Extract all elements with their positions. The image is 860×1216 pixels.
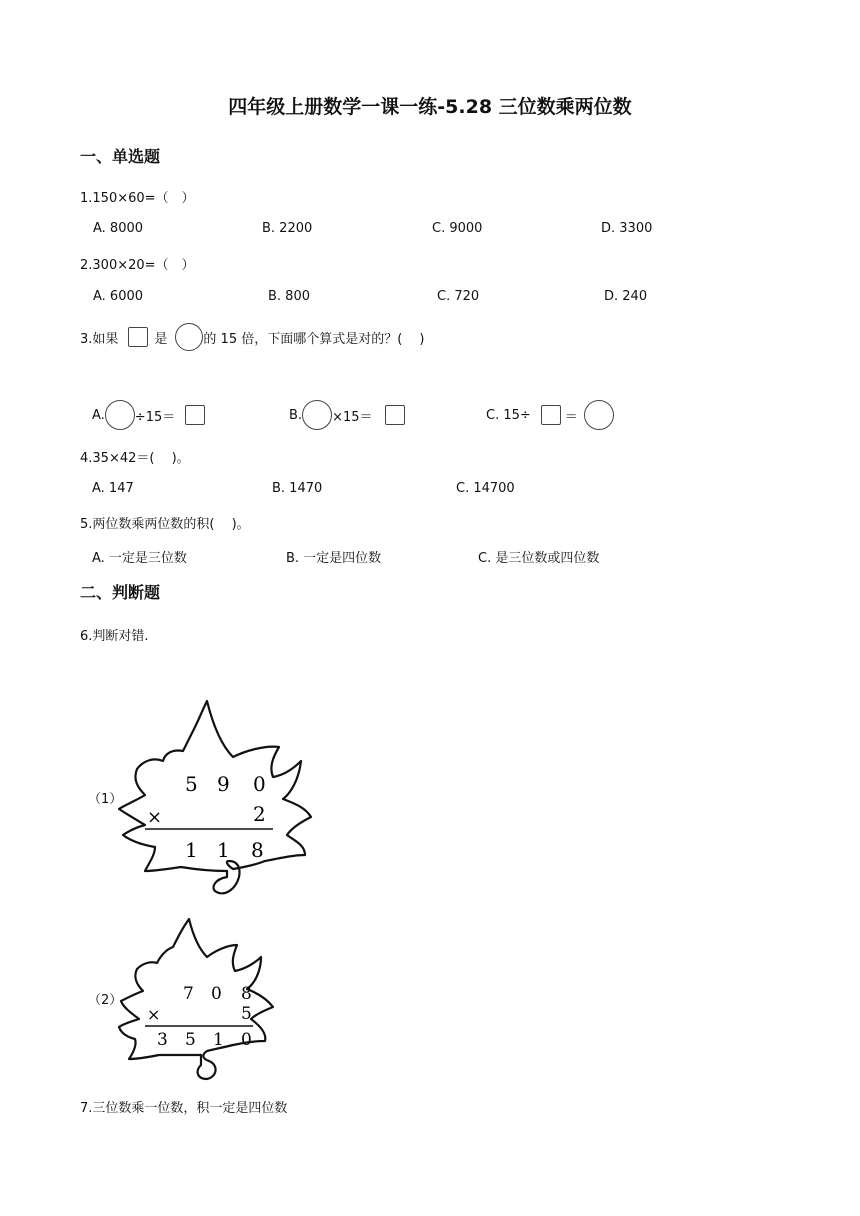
question-2-option-d[interactable]: D. 240 <box>604 289 648 304</box>
question-4-option-b[interactable]: B. 1470 <box>272 481 323 496</box>
leaf-2-product-digit-4: 0 <box>241 1030 252 1050</box>
question-2-option-b[interactable]: B. 800 <box>268 289 310 304</box>
question-3-option-c[interactable] <box>486 400 614 430</box>
question-1-option-d[interactable]: D. 3300 <box>601 221 653 236</box>
leaf-1-multiplicand-digit-3: 0 <box>253 772 266 796</box>
leaf-1-product-digit-3: 8 <box>251 838 264 862</box>
section-heading-single-choice: 一、单选题 <box>80 147 161 166</box>
question-4-option-a[interactable]: A. 147 <box>92 481 134 496</box>
leaf-2-multiplicand-digit-1: 7 <box>183 984 194 1004</box>
circle-icon <box>175 323 203 351</box>
option-b-label: B. <box>289 407 303 423</box>
question-4-option-c[interactable]: C. 14700 <box>456 481 515 496</box>
square-icon <box>541 405 561 425</box>
question-5-option-c[interactable]: C. 是三位数或四位数 <box>478 551 600 566</box>
page-title: 四年级上册数学一课一练-5.28 三位数乘两位数 <box>228 96 632 118</box>
question-1-option-b[interactable]: B. 2200 <box>262 221 313 236</box>
leaf-1-multiplier-digit: 2 <box>253 802 266 826</box>
question-5-option-a[interactable]: A. 一定是三位数 <box>92 551 187 566</box>
leaf-outline <box>119 701 311 893</box>
option-c-equals: ＝ <box>564 409 578 425</box>
circle-icon <box>302 400 332 430</box>
question-3-stem-prefix: 3.如果 <box>80 331 119 347</box>
question-2-option-a[interactable]: A. 6000 <box>93 289 144 304</box>
question-1-option-c[interactable]: C. 9000 <box>432 221 483 236</box>
question-2-stem: 2.300×20=（ ） <box>80 258 195 273</box>
question-3-stem-mid: 是 <box>154 331 168 347</box>
question-7-stem: 7.三位数乘一位数，积一定是四位数 <box>80 1101 288 1116</box>
question-3-option-a[interactable] <box>92 400 205 430</box>
leaf-2-product-digit-3: 1 <box>213 1030 224 1050</box>
question-2-option-c[interactable]: C. 720 <box>437 289 480 304</box>
item-1-label: （1） <box>88 792 123 807</box>
leaf-2-multiplier-digit: 5 <box>241 1004 252 1024</box>
question-5-option-b[interactable]: B. 一定是四位数 <box>286 551 382 566</box>
circle-icon <box>105 400 135 430</box>
leaf-2-multiplicand-digit-3: 8 <box>241 984 252 1004</box>
question-3-option-b[interactable] <box>289 400 405 430</box>
leaf-2-product-digit-2: 5 <box>185 1030 196 1050</box>
square-icon <box>128 327 148 347</box>
question-1-stem: 1.150×60=（ ） <box>80 191 195 206</box>
question-6-stem: 6.判断对错. <box>80 629 149 644</box>
leaf-1-multiplicand-digit-1: 5 <box>185 772 198 796</box>
question-3-stem-suffix: 的 15 倍，下面哪个算式是对的？( ) <box>203 331 425 347</box>
leaf-1-product-digit-2: 1 <box>217 838 230 862</box>
question-4-stem: 4.35×42＝( )。 <box>80 451 190 466</box>
option-c-label: C. 15÷ <box>486 407 531 423</box>
question-1-option-a[interactable]: A. 8000 <box>93 221 144 236</box>
square-icon <box>385 405 405 425</box>
leaf-2-multiplicand-digit-2: 0 <box>211 984 222 1004</box>
leaf-1-product-digit-1: 1 <box>185 838 198 862</box>
leaf-1-figure <box>115 695 335 905</box>
square-icon <box>185 405 205 425</box>
question-5-stem: 5.两位数乘两位数的积( )。 <box>80 517 250 532</box>
leaf-2-figure <box>115 915 290 1085</box>
item-2-label: （2） <box>88 993 123 1008</box>
section-heading-true-false: 二、判断题 <box>80 583 161 602</box>
option-b-operator: ×15＝ <box>332 409 373 425</box>
option-a-label: A. <box>92 407 105 423</box>
leaf-1-times-sign: × <box>147 807 163 828</box>
question-3-stem <box>80 322 425 352</box>
option-a-operator: ÷15＝ <box>134 409 176 425</box>
circle-icon <box>584 400 614 430</box>
leaf-1-multiplicand-digit-2: 9 <box>217 772 230 796</box>
leaf-2-times-sign: × <box>147 1005 161 1024</box>
leaf-2-product-digit-1: 3 <box>157 1030 168 1050</box>
